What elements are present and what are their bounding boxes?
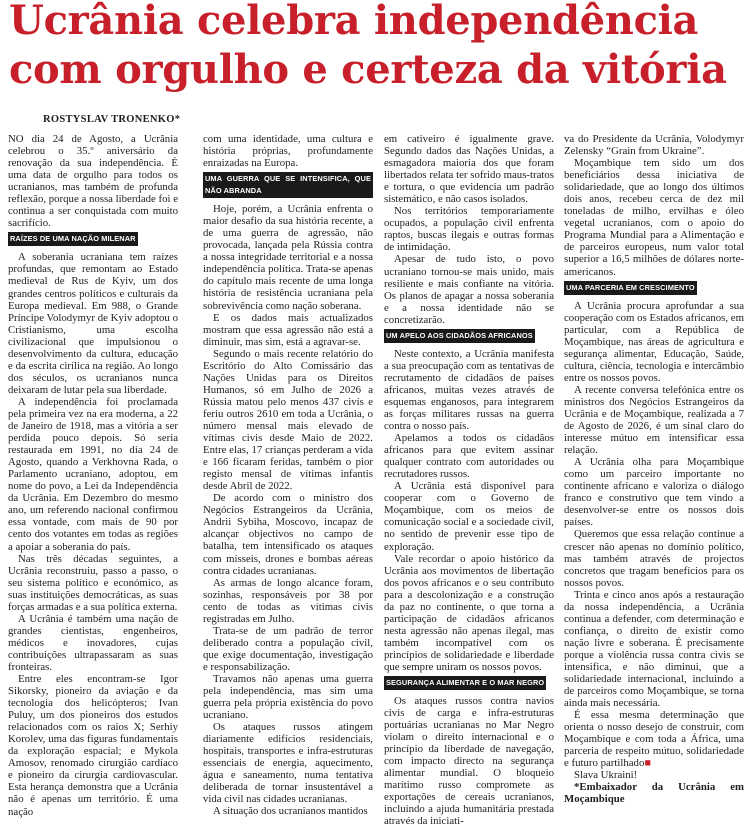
signature: *Embaixador da Ucrânia em Moçambique (564, 781, 744, 806)
paragraph: A Ucrânia olha para Moçambique como um parceiro importante no continente africano e valoriza o diálogo franco e construtivo que tem vindo a desenvolver-se entre os nossos dois países. (564, 456, 744, 529)
intro-paragraph: NO dia 24 de Agosto, a Ucrânia celebrou o 35.º aniversário da renovação da sua independência. É uma data de orgulho para todos os ucranianos, mas também de profunda reflexão, porque a nossa liberdade foi e continua a ser conquistada com muito sacrifício. (8, 133, 178, 230)
column-2 (203, 133, 373, 818)
section-title (564, 281, 744, 295)
paragraph: Apesar de tudo isto, o povo ucraniano tornou-se mais unido, mais resiliente e mais confiante na vitória. Os planos de apagar a nossa soberania e a nossa identidade não se concretizarão. (384, 253, 554, 326)
paragraph: Vale recordar o apoio histórico da Ucrânia aos movimentos de libertação dos povos africanos e o seu contributo para a descolonização e a construção da paz no continente, o que torna a participação de cidadãos africanos nesta agressão não apenas ilegal, mas também incompatível com os princípios de solidariedade e liberdade que sempre uniram os nossos povos. (384, 552, 554, 673)
byline: ROSTYSLAV TRONENKO* (43, 114, 181, 125)
section-label: UMA PARCERIA EM CRESCIMENTO (564, 281, 697, 295)
paragraph: Apelamos a todos os cidadãos africanos para que evitem assinar qualquer contrato com autoridades ou recrutadores russos. (384, 432, 554, 481)
paragraph: com uma identidade, uma cultura e história próprias, profundamente enraizadas na Europa. (203, 133, 373, 170)
paragraph: A Ucrânia é também uma nação de grandes cientistas, engenheiros, médicos e inovadores, cujas contribuições ultrapassaram as suas fronteiras. (8, 612, 178, 673)
paragraph: Nos territórios temporariamente ocupados, a população civil enfrenta raptos, buscas ilegais e outras formas de intimidação. (384, 205, 554, 254)
headline: Ucrânia celebra independência com orgulho e certeza da vitória (9, 0, 727, 93)
section-title (8, 232, 178, 246)
paragraph: A Ucrânia está disponível para cooperar com o Governo de Moçambique, com os meios de comunicação social e a sociedade civil, no sentido de prevenir esse tipo de exploração. (384, 480, 554, 553)
section-title (384, 676, 554, 690)
paragraph: E os dados mais actualizados mostram que essa agressão não está a diminuir, mas sim, está a agravar-se. (203, 311, 373, 348)
paragraph: A recente conversa telefónica entre os ministros dos Negócios Estrangeiros da Ucrânia e de Moçambique, realizada a 7 de Agosto de 2026, é um sinal claro do interesse mútuo em intensificar essa relação. (564, 383, 744, 457)
paragraph: Travamos não apenas uma guerra pela independência, mas sim uma guerra pela própria existência do povo ucraniano. (203, 672, 373, 722)
paragraph: Hoje, porém, a Ucrânia enfrenta o maior desafio da sua história recente, a de uma guerra de agressão, não provocada, lançada pela Rússia contra a nossa integridade territorial e a nossa independência política. Trata-se apenas do capítulo mais recente de uma longa história de resistência ucraniana pela sobrevivência como nação soberana. (203, 203, 373, 312)
paragraph: Queremos que essa relação continue a crescer não apenas no domínio político, mas também através de projectos concretos que tragam benefícios para os nossos povos. (564, 528, 744, 589)
paragraph: em cativeiro é igualmente grave. Segundo dados das Nações Unidas, a esmagadora maioria dos que foram libertados relata ter sofrido maus-tratos e tortura, o que evidencia um padrão sistemático, e não casos isolados. (384, 133, 554, 206)
column-4 (564, 133, 744, 806)
paragraph: va do Presidente da Ucrânia, Volodymyr Zelensky “Grain from Ukraine”. (564, 133, 744, 158)
closing-text: É essa mesma determinação que orienta o nosso desejo de construir, com Moçambique e com toda a África, uma parceria de respeito mútuo, solidariedade e futuro partilhado (564, 709, 744, 770)
section-label: UMA GUERRA QUE SE INTENSIFICA, QUE NÃO ABRANDA (203, 172, 373, 198)
paragraph: A Ucrânia procura aprofundar a sua cooperação com os Estados africanos, em particular, com a República de Moçambique, nas áreas de agricultura e segurança alimentar, Educação, Saúde, cultura, ciência, tecnologia e intercâmbio entre os nossos povos. (564, 299, 744, 384)
paragraph: Os ataques russos contra navios civis de carga e infra-estruturas portuárias ucranianas no Mar Negro violam o direito internacional e o princípio da liberdade de navegação, com impacto directo na segurança alimentar mundial. O bloqueio marítimo russo compromete as exportações de cereais ucranianos, incluindo a ajuda humanitária prestada através da iniciati- (384, 695, 554, 828)
section-label: UM APELO AOS CIDADÃOS AFRICANOS (384, 329, 535, 343)
column-1 (8, 133, 178, 818)
paragraph: As armas de longo alcance foram, sozinhas, responsáveis por 38 por cento de todas as vítimas civis registradas em Julho. (203, 576, 373, 625)
paragraph: Slava Ukraini! (574, 769, 638, 782)
paragraph: Neste contexto, a Ucrânia manifesta a sua preocupação com as tentativas de recrutamento de cidadãos de países africanos, muitas vezes através de esquemas enganosos, para integrarem as forças militares russas na guerra contra o nosso país. (384, 347, 554, 433)
paragraph (564, 709, 744, 769)
paragraph: De acordo com o ministro dos Negócios Estrangeiros da Ucrânia, Andrii Sybiha, Moscovo, incapaz de alcançar objectivos no campo de batalha, tem intensificado os ataques com mísseis, drones e bombas aéreas contra cidades ucranianas. (203, 492, 373, 577)
paragraph: Trinta e cinco anos após a restauração da nossa independência, a Ucrânia continua a defender, com determinação e confiança, o direito de existir como nação livre e soberana. É precisamente porque a violência russa contra civis se intensifica, e não diminui, que a solidariedade internacional, incluindo a de parceiros como Moçambique, se torna ainda mais necessária. (564, 588, 744, 710)
paragraph: Entre eles encontram-se Igor Sikorsky, pioneiro da aviação e da tecnologia dos helicópteros; Ivan Puluy, um dos pioneiros dos estudos relacionados com os raios X; Serhiy Korolev, uma das figuras fundamentais da exploração espacial; e Mykola Amosov, renomado cirurgião cardíaco e pioneiro da cirurgia cardiovascular. Esta herança demonstra que a Ucrânia não é apenas um território. É uma nação (8, 673, 178, 818)
paragraph: A soberania ucraniana tem raízes profundas, que remontam ao Estado medieval de Rus de Kyiv, um dos grandes centros políticos e culturais da Europa medieval. Em 988, o Grande Príncipe Volodymyr de Kyiv adoptou o Cristianismo, uma escolha civilizacional que impulsionou o desenvolvimento da cultura, educação e da escrita cirílica na região. Ao longo dos séculos, os ucranianos nunca deixaram de lutar pela sua liberdade. (8, 251, 178, 396)
column-3 (384, 133, 554, 828)
paragraph: Nas três décadas seguintes, a Ucrânia reconstruiu, passo a passo, o seu sistema político e económico, as suas instituições democráticas, as suas forças armadas e a sua política externa. (8, 552, 178, 613)
paragraph: A situação dos ucranianos mantidos (213, 805, 368, 818)
paragraph: Moçambique tem sido um dos beneficiários dessa iniciativa de solidariedade, que ao longo dos últimos dois anos, recebeu cerca de dez mil toneladas de milho, ervilhas e óleo vegetal ucranianos, com o apoio do Programa Mundial para a Alimentação e de parceiros europeus, num valor total superior a 16,5 milhões de dólares norte-americanos. (564, 157, 744, 278)
paragraph: A independência foi proclamada pela primeira vez na era moderna, a 22 de Janeiro de 1918, mas a vitória a ser perdida pouco depois. Só seria restaurada em 1991, no dia 24 de Agosto, quando a Verkhovna Rada, o Parlamento ucraniano, adoptou, em nome do povo, a Lei da Independência da Ucrânia. Em Dezembro do mesmo ano, um referendo nacional confirmou essa vontade, com mais de 90 por cento dos votantes em todas as regiões a apoiar a soberania do país. (8, 395, 178, 553)
section-label: RAÍZES DE UMA NAÇÃO MILENAR (8, 232, 138, 246)
paragraph: Segundo o mais recente relatório do Escritório do Alto Comissário das Nações Unidas para os Direitos Humanos, só em Julho de 2026 a Rússia matou pelo menos 437 civis e feriu outros 2610 em toda a Ucrânia, o número mensal mais elevado de vítimas civis desde Maio de 2022. Entre elas, 17 crianças perderam a vida e 166 ficaram feridas, também o pior registo mensal de vítimas infantis desde Abril de 2022. (203, 347, 373, 493)
section-label: SEGURANÇA ALIMENTAR E O MAR NEGRO (384, 676, 546, 690)
end-mark-icon: ■ (644, 757, 651, 770)
paragraph: Trata-se de um padrão de terror deliberado contra a população civil, que exige documentação, investigação e responsabilização. (203, 624, 373, 673)
paragraph: Os ataques russos atingem diariamente edifícios residenciais, hospitais, transportes e infra-estruturas essenciais de energia, aquecimento, água e saneamento, numa tentativa deliberada de tornar insustentável a vida civil nas cidades ucranianas. (203, 721, 373, 806)
section-title (384, 329, 554, 343)
section-title (203, 172, 373, 198)
